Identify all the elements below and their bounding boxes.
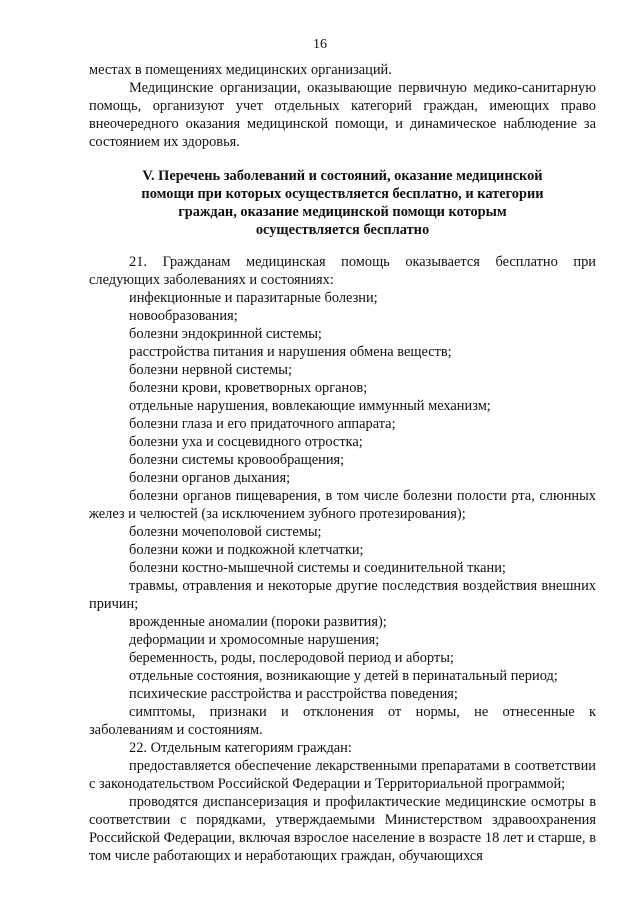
list-item: болезни эндокринной системы; [129, 326, 322, 342]
paragraph-22-lead: 22. Отдельным категориям граждан: [129, 740, 352, 756]
list-item: проводятся диспансеризация и профилактические медицинские осмотры в соответствии с порядками, утверждаемыми Министерством здравоохранения Российской Федерации, включая взрослое население в возрасте 18 лет и старше, в том числе работающих и неработающих граждан, обучающихся [89, 794, 596, 864]
intro-paragraph: Медицинские организации, оказывающие первичную медико-санитарную помощь, организуют учет отдельных категорий граждан, имеющих право внеочередного оказания медицинской помощи, и динамическое наблюдение за состоянием их здоровья. [89, 80, 596, 150]
list-item: болезни системы кровообращения; [129, 452, 345, 468]
list-item: болезни кожи и подкожной клетчатки; [129, 542, 364, 558]
section-heading [89, 167, 596, 239]
list-item: отдельные состояния, возникающие у детей в перинатальный период; [129, 668, 558, 684]
list-item: психические расстройства и расстройства поведения; [129, 686, 458, 702]
section-heading-line: V. Перечень заболеваний и состояний, оказание медицинской [142, 168, 543, 184]
list-item: деформации и хромосомные нарушения; [129, 632, 380, 648]
section-heading-line: помощи при которых осуществляется бесплатно, и категории [141, 186, 544, 202]
list-item: болезни нервной системы; [129, 362, 292, 378]
list-item: болезни глаза и его придаточного аппарата; [129, 416, 396, 432]
list-item: предоставляется обеспечение лекарственными препаратами в соответствии с законодательством Российской Федерации и Территориальной программой; [89, 758, 596, 792]
list-item: болезни крови, кроветворных органов; [129, 380, 368, 396]
list-item: новообразования; [129, 308, 238, 324]
intro-continuation-line: местах в помещениях медицинских организаций. [89, 62, 392, 78]
list-item: травмы, отравления и некоторые другие последствия воздействия внешних причин; [89, 578, 596, 612]
categories-list [89, 757, 596, 865]
list-item: болезни костно-мышечной системы и соединительной ткани; [129, 560, 506, 576]
paragraph-21-lead: 21. Гражданам медицинская помощь оказывается бесплатно при следующих заболеваниях и состояниях: [89, 254, 596, 288]
list-item: врожденные аномалии (пороки развития); [129, 614, 387, 630]
list-item: болезни уха и сосцевидного отростка; [129, 434, 363, 450]
section-heading-line: осуществляется бесплатно [255, 222, 430, 238]
list-item: болезни органов дыхания; [129, 470, 291, 486]
diseases-list [89, 289, 596, 739]
list-item: болезни органов пищеварения, в том числе болезни полости рта, слюнных желез и челюстей (за исключением зубного протезирования); [89, 488, 596, 522]
list-item: расстройства питания и нарушения обмена веществ; [129, 344, 452, 360]
page-content [89, 61, 596, 865]
list-item: беременность, роды, послеродовой период и аборты; [129, 650, 454, 666]
list-item: болезни мочеполовой системы; [129, 524, 322, 540]
list-item: отдельные нарушения, вовлекающие иммунный механизм; [129, 398, 491, 414]
list-item: инфекционные и паразитарные болезни; [129, 290, 378, 306]
section-heading-line: граждан, оказание медицинской помощи которым [178, 204, 507, 220]
list-item: симптомы, признаки и отклонения от нормы, не отнесенные к заболеваниям и состояниям. [89, 704, 596, 738]
page-number: 16 [313, 37, 327, 52]
